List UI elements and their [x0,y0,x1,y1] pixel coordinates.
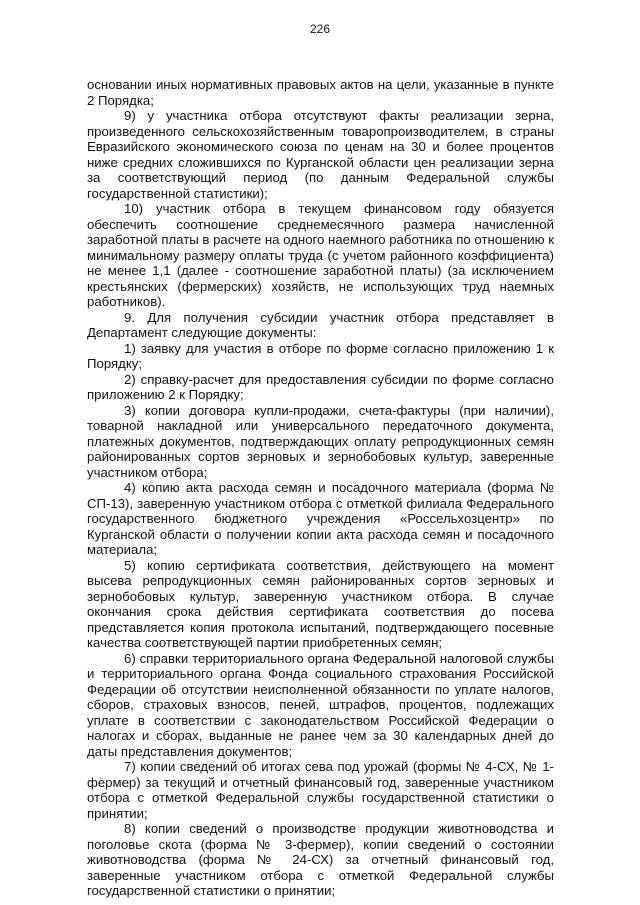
paragraph: 2) справку-расчет для предоставления субсидии по форме согласно приложению 2 к Порядку; [87,371,554,402]
paragraph: 7) копии сведений об итогах сева под урожай (формы № 4-СХ, № 1-фермер) за текущий и отчетный финансовый год, заверенные участником отбора с отметкой Федеральной службы государственной статистики о принятии; [87,759,554,821]
paragraph: 3) копии договора купли-продажи, счета-фактуры (при наличии), товарной накладной или универсального передаточного документа, платежных документов, подтверждающих оплату репродукционных семян районированных сортов зерновых и зернобобовых культур, заверенные участником отбора; [87,402,554,480]
paragraph: 4) копию акта расхода семян и посадочного материала (форма № СП-13), заверенную участником отбора с отметкой филиала Федерального государственного бюджетного учреждения «Россельхозцентр» по Курганской области о получении копии акта расхода семян и посадочного материала; [87,480,554,557]
paragraph: 9) у участника отбора отсутствуют факты реализации зерна, произведенного сельскохозяйственным товаропроизводителем, в страны Евразийского экономического союза по ценам на 30 и более процентов ниже средних сложившихся по Курганской области цен реализации зерна за соответствующий период (по данным Федеральной службы государственной статистики); [87,108,554,201]
paragraph: 9. Для получения субсидии участник отбора представляет в Департамент следующие документы: [87,309,554,340]
document-body [87,77,554,899]
paragraph: 1) заявку для участия в отборе по форме согласно приложению 1 к Порядку; [87,340,554,371]
paragraph: 5) копию сертификата соответствия, действующего на момент высева репродукционных семян районированных сортов зерновых и зернобобовых культур, заверенную участником отбора. В случае окончания срока действия сертификата соответствия до посева представляется копия протокола испытаний, подтверждающего посевные качества соответствующей партии приобретенных семян; [87,557,554,650]
paragraph: основании иных нормативных правовых актов на цели, указанные в пункте 2 Порядка; [87,77,554,108]
paragraph: 8) копии сведений о производстве продукции животноводства и поголовье скота (форма № 3-фермер), копии сведений о состоянии животноводства (форма № 24-СХ) за отчетный финансовый год, заверенные участником отбора с отметкой Федеральной службы государственной статистики о принятии; [87,821,554,898]
paragraph: 6) справки территориального органа Федеральной налоговой службы и территориального органа Фонда социального страхования Российской Федерации об отсутствии неисполненной обязанности по уплате налогов, сборов, страховых взносов, пеней, штрафов, процентов, подлежащих уплате в соответствии с законодательством Российской Федерации о налогах и сборах, выданные не ранее чем за 30 календарных дней до даты представления документов; [87,650,554,759]
paragraph: 10) участник отбора в текущем финансовом году обязуется обеспечить соотношение среднемесячного размера начисленной заработной платы в расчете на одного наемного работника по отношению к минимальному размеру оплаты труда (с учетом районного коэффициента) не менее 1,1 (далее - соотношение заработной платы) (за исключением крестьянских (фермерских) хозяйств, не использующих труд наемных работников). [87,201,554,309]
page-number: 226 [309,22,331,36]
